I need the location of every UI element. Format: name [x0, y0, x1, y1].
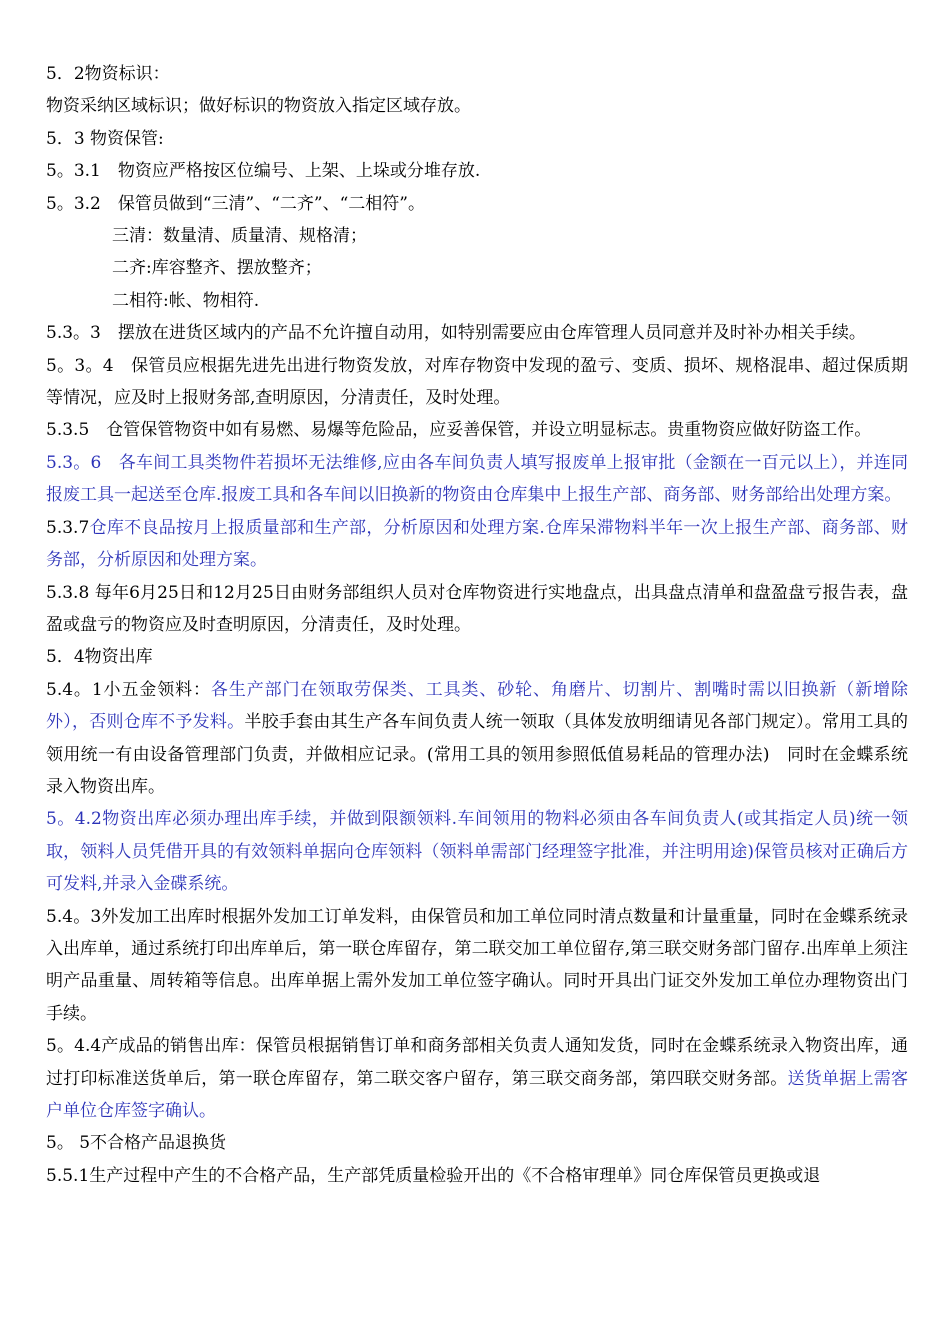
- body-text: 5.4。1小五金领料：: [46, 679, 211, 700]
- paragraph: [46, 1160, 908, 1192]
- paragraph: [46, 1030, 908, 1127]
- paragraph: [46, 123, 908, 155]
- paragraph: [46, 641, 908, 673]
- paragraph: [46, 1127, 908, 1159]
- paragraph: [46, 577, 908, 642]
- paragraph: [46, 803, 908, 900]
- paragraph: [46, 90, 908, 122]
- body-text: 5。 5不合格产品退换货: [46, 1133, 227, 1154]
- paragraph: [46, 447, 908, 512]
- paragraph: [46, 220, 908, 252]
- body-text: 5.5.1生产过程中产生的不合格产品，生产部凭质量检验开出的《不合格审理单》同仓库保管员更换或退: [46, 1165, 821, 1186]
- paragraph: [46, 188, 908, 220]
- paragraph: [46, 285, 908, 317]
- body-text: 5．2物资标识：: [46, 64, 170, 84]
- body-text: 5.4。3外发加工出库时根据外发加工订单发料，由保管员和加工单位同时清点数量和计量重量，同时在金蝶系统录入出库单，通过系统打印出库单后，第一联仓库留存，第二联交加工单位留存,第三联交财务部门留存.出库单上须注明产品重量、周转箱等信息。出库单据上需外发加工单位签字确认。同时开具出门证交外发加工单位办理物资出门手续。: [46, 906, 908, 1024]
- paragraph: [46, 252, 908, 284]
- body-text: 5.3.5 仓管保管物资中如有易燃、易爆等危险品，应妥善保管，并设立明显标志。贵重物资应做好防盗工作。: [46, 420, 872, 441]
- body-text: 5。3。4 保管员应根据先进先出进行物资发放，对库存物资中发现的盈亏、变质、损坏、规格混串、超过保质期等情况，应及时上报财务部,查明原因，分清责任，及时处理。: [46, 355, 908, 409]
- paragraph: [46, 414, 908, 446]
- paragraph: [46, 58, 908, 90]
- paragraph: [46, 674, 908, 804]
- paragraph: [46, 901, 908, 1031]
- document-page: [46, 58, 908, 1192]
- body-text: 二齐:库容整齐、摆放整齐；: [112, 258, 322, 279]
- body-text: 半胶手套由其生产各车间负责人统一领取（具体发放明细请见各部门规定）。常用工具的领用统一有由设备管理部门负责，并做相应记录。(常用工具的领用参照低值易耗品的管理办法) 同时在金蝶系统录入物资出库。: [46, 712, 909, 797]
- paragraph: [46, 317, 908, 349]
- highlighted-text: 5.3。6 各车间工具类物件若损坏无法维修,应由各车间负责人填写报废单上报审批（金额在一百元以上），并连同报废工具一起送至仓库.报废工具和各车间以旧换新的物资由仓库集中上报生产部、商务部、财务部给出处理方案。: [46, 452, 908, 506]
- body-text: 物资采纳区域标识；做好标识的物资放入指定区域存放。: [46, 96, 471, 117]
- body-text: 5。4.4产成品的销售出库：保管员根据销售订单和商务部相关负责人通知发货，同时在金蝶系统录入物资出库，通过打印标准送货单后，第一联仓库留存，第二联交客户留存，第三联交商务部，第四联交财务部。: [46, 1036, 908, 1089]
- body-text: 5．3 物资保管:: [46, 128, 164, 149]
- paragraph: [46, 350, 908, 415]
- paragraph: [46, 512, 908, 577]
- body-text: 5。3.2 保管员做到“三清”、“二齐”、“二相符”。: [46, 193, 425, 214]
- body-text: 二相符:帐、物相符.: [112, 290, 260, 311]
- body-text: 5．4物资出库: [46, 647, 153, 668]
- paragraph: [46, 155, 908, 187]
- body-text: 5.3。3 摆放在进货区域内的产品不允许擅自动用，如特别需要应由仓库管理人员同意并及时补办相关手续。: [46, 323, 866, 344]
- highlighted-text: 送货单据上需客户单位仓库签字确认。: [46, 1068, 909, 1121]
- highlighted-text: 仓库不良品按月上报质量部和生产部，分析原因和处理方案.仓库呆滞物料半年一次上报生产部、商务部、财务部，分析原因和处理方案。: [46, 517, 908, 571]
- body-text: 5.3.8 每年6月25日和12月25日由财务部组织人员对仓库物资进行实地盘点，出具盘点清单和盘盈盘亏报告表，盘盈或盘亏的物资应及时查明原因，分清责任，及时处理。: [46, 582, 908, 635]
- body-text: 三清：数量清、质量清、规格清；: [112, 226, 367, 247]
- highlighted-text: 各生产部门在领取劳保类、工具类、砂轮、角磨片、切割片、割嘴时需以旧换新（新增除外），否则仓库不予发料。: [46, 679, 908, 733]
- highlighted-text: 5。4.2物资出库必须办理出库手续，并做到限额领料.车间领用的物料必须由各车间负责人(或其指定人员)统一领取，领料人员凭借开具的有效领料单据向仓库领料（领料单需部门经理签字批准，并注明用途)保管员核对正确后方可发料,并录入金碟系统。: [46, 809, 908, 895]
- body-text: 5。3.1 物资应严格按区位编号、上架、上垛或分堆存放.: [46, 161, 481, 182]
- body-text: 5.3.7: [46, 517, 90, 538]
